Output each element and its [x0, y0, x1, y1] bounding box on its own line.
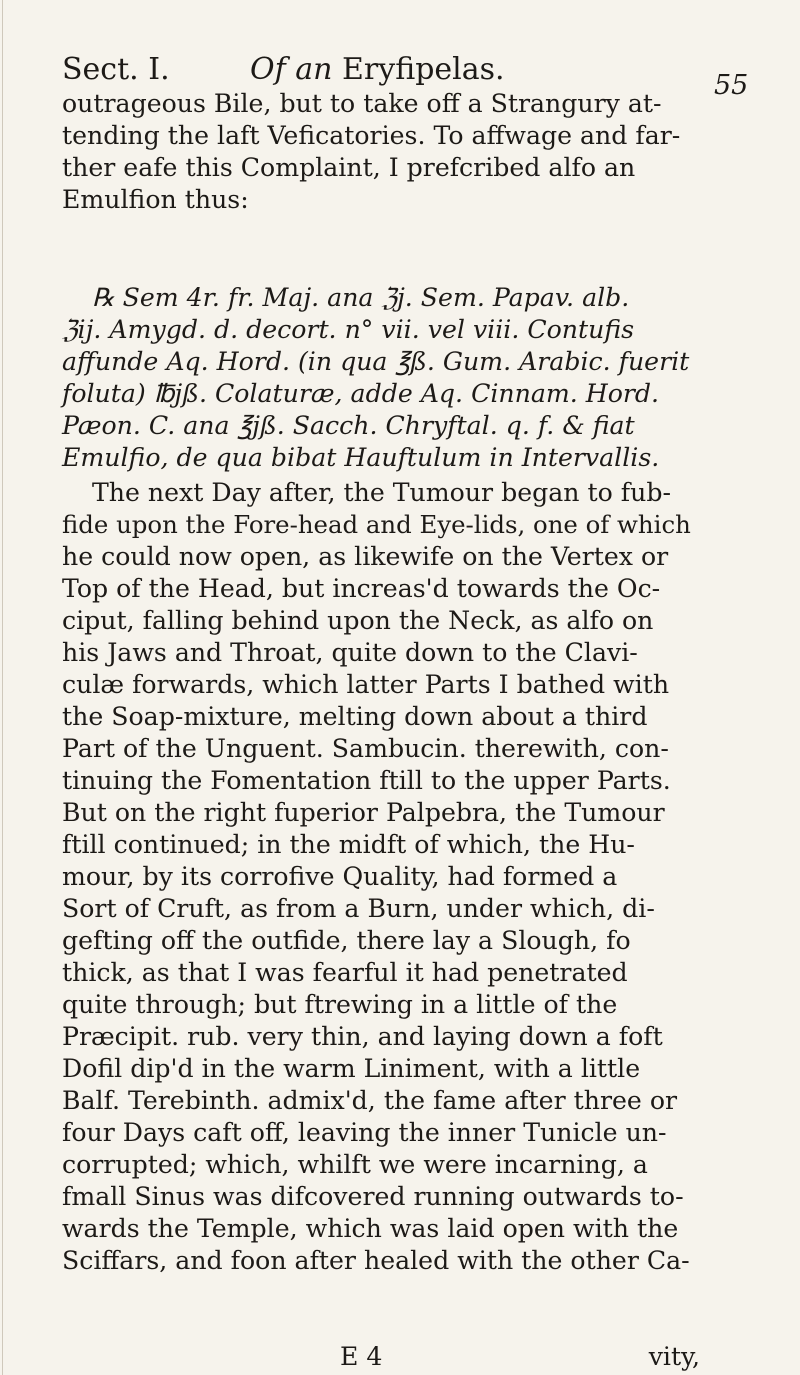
text-line: Emulfion thus:: [62, 185, 249, 214]
text-line: The next Day after, the Tumour began to fub-: [92, 478, 671, 507]
text-line: Dofil dip'd in the warm Liniment, with a little: [62, 1054, 641, 1083]
catchword: vity,: [648, 1342, 700, 1371]
text-line: mour, by its corrofive Quality, had formed a: [62, 862, 618, 891]
text-line: four Days caft off, leaving the inner Tunicle un-: [62, 1118, 667, 1147]
text-line: his Jaws and Throat, quite down to the Clavi-: [62, 638, 638, 667]
text-line: tending the laft Veficatories. To affwage and far-: [62, 121, 681, 150]
page-footer: [62, 1342, 700, 1374]
text-line: thick, as that I was fearful it had penetrated: [62, 958, 628, 987]
prescription-line: ℨij. Amygd. d. decort. n° vii. vel viii. Contufis: [62, 315, 635, 344]
prescription-line: affunde Aq. Hord. (in qua ℥ß. Gum. Arabic. fuerit: [62, 347, 690, 376]
page-edge: [2, 0, 3, 1375]
text-line: he could now open, as likewife on the Vertex or: [62, 542, 669, 571]
text-line: Præcipit. rub. very thin, and laying down a foft: [62, 1022, 663, 1051]
text-line: corrupted; which, whilft we were incarning, a: [62, 1150, 648, 1179]
text-line: ciput, falling behind upon the Neck, as alfo on: [62, 606, 654, 635]
text-line: Sort of Cruft, as from a Burn, under which, di-: [62, 894, 655, 923]
running-title: Of an Eryfipelas.: [250, 52, 505, 87]
text-line: wards the Temple, which was laid open with the: [62, 1214, 679, 1243]
prescription-line: ℞ Sem 4r. fr. Maj. ana ℨj. Sem. Papav. alb.: [92, 283, 630, 312]
text-line: tinuing the Fomentation ftill to the upper Parts.: [62, 766, 671, 795]
signature-mark: E 4: [340, 1342, 383, 1371]
text-line: Sciffars, and foon after healed with the other Ca-: [62, 1246, 690, 1275]
text-line: gefting off the outfide, there lay a Slough, fo: [62, 926, 631, 955]
text-line: culæ forwards, which latter Parts I bathed with: [62, 670, 670, 699]
text-line: ftill continued; in the midft of which, the Hu-: [62, 830, 635, 859]
section-label: Sect. I.: [62, 52, 170, 87]
text-line: fide upon the Fore-head and Eye-lids, one of which: [62, 510, 691, 539]
prescription-line: Emulfio, de qua bibat Hauftulum in Intervallis.: [62, 443, 660, 472]
text-line: But on the right fuperior Palpebra, the Tumour: [62, 798, 665, 827]
page-number: 55: [714, 70, 749, 101]
paragraph-2: [62, 477, 700, 1277]
text-line: Part of the Unguent. Sambucin. therewith, con-: [62, 734, 669, 763]
text-line: ther eafe this Complaint, I prefcribed alfo an: [62, 153, 636, 182]
prescription: [62, 282, 700, 474]
paragraph-1: [62, 88, 700, 216]
text-line: outrageous Bile, but to take off a Strangury at-: [62, 89, 662, 118]
text-line: Balf. Terebinth. admix'd, the fame after three or: [62, 1086, 678, 1115]
text-line: fmall Sinus was difcovered running outwards to-: [62, 1182, 684, 1211]
prescription-line: foluta) ℔jß. Colaturæ, adde Aq. Cinnam. Hord.: [62, 379, 660, 408]
prescription-line: Pæon. C. ana ℥jß. Sacch. Chryftal. q. f. & fiat: [62, 411, 635, 440]
text-line: Top of the Head, but increas'd towards the Oc-: [62, 574, 661, 603]
text-line: the Soap-mixture, melting down about a third: [62, 702, 648, 731]
text-line: quite through; but ftrewing in a little of the: [62, 990, 618, 1019]
